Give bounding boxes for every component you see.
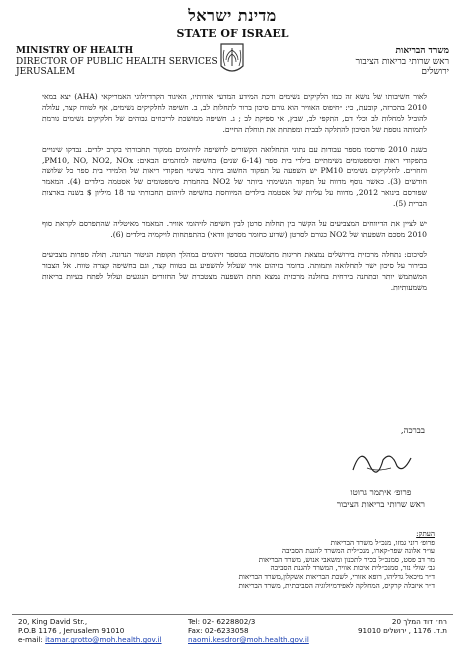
- signatory-title: ראש שרותי בריאות הציבור: [336, 500, 425, 510]
- footer-address-english: [18, 617, 162, 644]
- cc-line: ד״ר איזבלה קרקיס, המחלקה לאפידמיולוגיה הסביבתית, משרד הבריאות: [238, 580, 435, 590]
- body-paragraph: יש לציין את הדיווחים המצביעים על הקשר בין תחלות סרטן לבין חשיפה לזיהומי אוויר. המאמר מאיטליה שהתפרסם לקראת סוף 2010 מסכם השפעתו של NO2 כגורם לסרטן (שדוע כחומר מסרטן וודאי) בהתפתחות לויקמיה בילדים (6).: [42, 219, 427, 239]
- summary-paragraph: לסיכום: נתחלה מרכזית בירושלים נמצאת חריגות מתמשכות במספר זיהומים במהלך תקופת הניטור הנדונה. תולה ספרות מצביעים בבירור על סיכון ישר לתחלואה ותמותה. בדומר בזיהום אויר שעלול להשפיע גם בטווח קצר, וגם בחשיפה קצרה טווח. אל הצבור המשתמש יותר ובתחנה בירחית בחולנה מרכזית נמצא תחת השפעה מצטברת של החזורים הנוגעים ועלול לפתח בעיות בריאות משמעותיות.: [42, 249, 427, 292]
- footer-pobox-hebrew: ת.ד. 1176 , ירושלים 91010: [357, 626, 447, 635]
- body-paragraph: לאור חשיבותו של נושא זה כמו הלקיקים נשימים ורכת המידע המדעי אודותיו, האיגוד הקרדיולוגי האמריקאי (AHA) יצא במאי 2010 בהכרזה, קובעת, כי: ״חיפוס האוויר הוא גורם סיכון ברור לתחלות לב, ב. חשיפה לחלקיקים נשימים, אף לטווח קצר, עלולה להוביל למחלות לב וכלי דם, התקפי לב, שבץ, אי ספיקת לב ; ג. חשיפה ממושכת לריכוזים גבוהים של חלקיקים נשימים גורמת לתמותה נוספת של הסיכון להתלקה לבבית ומפתחת את תוחלת החיים.: [42, 92, 427, 134]
- email-link-primary[interactable]: itamar.grotto@moh.health.gov.il: [45, 635, 162, 644]
- state-emblem-icon: [217, 42, 247, 78]
- cc-label: העתק:: [416, 529, 435, 538]
- email-label: e-mail:: [18, 635, 43, 644]
- footer-contact-numbers: [188, 617, 309, 644]
- cc-line: גב׳ שולי נזר, סמנכ״לית איכות אוויר, המשרד להגנת הסביבה: [270, 563, 435, 573]
- footer-street-hebrew: רח׳ דוד המלך 20: [391, 617, 447, 626]
- cc-line: מר דב פסט, סמנכ״ל בכיר לתכנון ומשאבי אנוש, משרד הבריאות: [258, 554, 435, 564]
- state-name-hebrew: מדינת ישראל: [188, 6, 277, 25]
- blessing-text: בברכה,: [400, 426, 425, 436]
- cc-line: עו״ד אלונה שפר-קארו, מנכ״לית המשרד להגנת הסביבה: [281, 546, 435, 556]
- cc-list: [238, 530, 435, 590]
- signatory-block: [337, 487, 425, 511]
- city-english: JERUSALEM: [16, 67, 75, 77]
- state-name-english: STATE OF ISRAEL: [176, 27, 289, 40]
- ministry-name-english: MINISTRY OF HEALTH: [16, 46, 134, 56]
- signatory-name: פרופ׳ איתמר גרוטו: [350, 488, 412, 498]
- footer-pobox-english: P.O.B 1176 , Jerusalem 91010: [18, 626, 125, 635]
- ministry-english-block: [16, 46, 218, 78]
- footer-street-english: 20, King David Str.,: [18, 617, 88, 626]
- body-paragraph: בשנת 2010 פורסמו מספר עבודות עם נתוני התחלואה הקשורים לחשיפה לזיהומים ממקור תחבורתי בקרב ילדים. נבדקו שינויים בתפקודי ראות וסימפטומים נשימתיים בילדי בית ספר (6-14 שנים) בחשיפה למזהמים הבאים: PM10, NO, NO2, NOx, וחחרים. לחלקיקים נשימים PM10 יש השפעה על תפקוד החשוב ביותר בשינוי תפקודי ריאות של תלמידי בית ספר כל שלושה חודשים (3). כאשר נוסף מדווח על תפקוד הנשימתי ביותר של NO2 בהחמרת סימפטומים של אסטמה בילדים (4). המאמר שפורסם בינואר 2012, מדווח על עליות של אסטמה בילדים המיוחסת בחשיפה לזיהום תחבורתי עד 18 מיליון $ בשנה בארצות הברית (5).: [42, 144, 428, 209]
- letter-body: [42, 92, 427, 303]
- department-name-hebrew: ראש שרותי בריאות הציבור: [355, 56, 449, 67]
- footer-phone: Tel: 02- 6228802/3: [188, 617, 256, 626]
- letterhead-title: [0, 6, 465, 40]
- footer-fax: Fax: 02-6233058: [188, 626, 249, 635]
- handwritten-signature: [347, 440, 417, 480]
- ministry-name-hebrew: משרד הבריאות: [395, 46, 449, 56]
- ministry-hebrew-block: [356, 46, 449, 78]
- cc-line: פרופ׳ רוני גמזו, מנכ״ל משרד הבריאות: [330, 537, 435, 547]
- footer-address-hebrew: [358, 617, 447, 635]
- department-name-english: DIRECTOR OF PUBLIC HEALTH SERVICES: [16, 56, 218, 67]
- email-link-secondary[interactable]: naomi.kesdror@moh.health.gov.il: [188, 635, 309, 644]
- footer-divider: [12, 614, 453, 615]
- cc-line: ד״ר מיכאל גדליהו, רופא אזורי, לשכת הבריאות אשקלון,משרד הבריאות: [238, 571, 435, 581]
- city-hebrew: ירושלים: [421, 67, 449, 77]
